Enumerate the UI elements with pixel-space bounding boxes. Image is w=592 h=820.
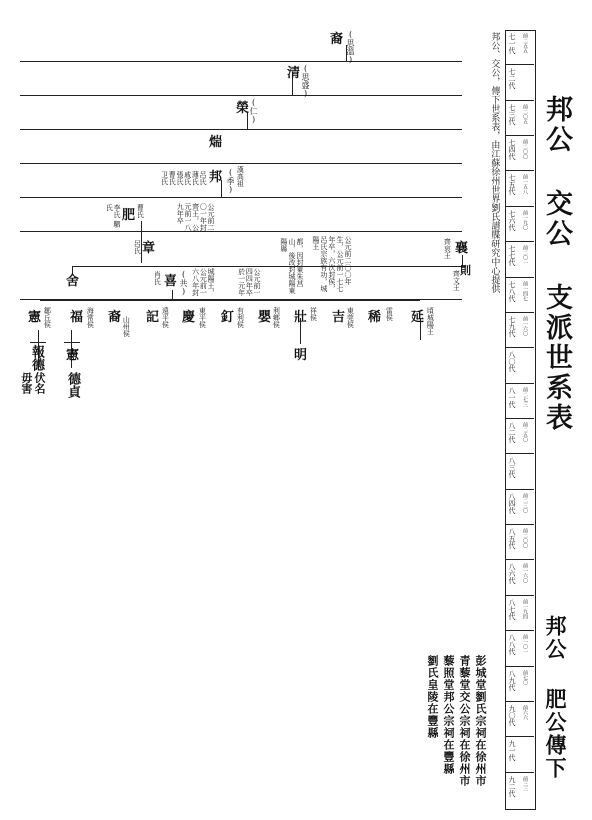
generation-label: 七二代 (508, 68, 516, 90)
child-yan-note: 頃城陽王 (426, 307, 435, 335)
child-jie: 吉 (332, 310, 346, 325)
child-yi: 裔 (108, 310, 122, 325)
generation-label: 八九代 (508, 669, 516, 691)
generation-year: 前一六〇 (522, 563, 528, 584)
rule-gen73 (20, 129, 462, 130)
shrine-line-2: 青藜堂交公宗祠在徐州市 (458, 655, 471, 787)
stem-bao-h (30, 342, 46, 343)
rule-gen76 (20, 231, 462, 232)
node-gen76-wife: 李氏 駟氏 (105, 204, 121, 228)
generation-cell (505, 171, 534, 206)
generation-year: 前一五八 (522, 174, 528, 195)
child-xi2-note: 雷侯 (385, 307, 394, 321)
generation-label: 七一代 (508, 33, 516, 54)
generation-year: 前二〇一 (522, 245, 528, 266)
generation-year: 前一九〇 (522, 209, 528, 230)
node-ze-note: 齊文王 (452, 270, 461, 291)
node-gen72-note: (思盛) (301, 64, 310, 98)
node-zhang-note: 公元前二〇〇年生，公元前一七七年卒，六次封侯，呂氏宗族有功，城陽王 (311, 236, 352, 292)
stem-xian-h (64, 342, 80, 343)
generation-cell (505, 30, 534, 65)
generation-label: 八八代 (508, 634, 516, 656)
generation-label: 八三代 (508, 457, 516, 479)
child-yi-note: 山州侯 (122, 316, 131, 337)
generation-cell (505, 101, 534, 136)
generation-year: 前二七三 (522, 386, 528, 407)
rule-gen72 (20, 95, 462, 96)
generation-label: 七七代 (508, 245, 516, 267)
generation-cell (505, 419, 534, 454)
generation-year: 前六六 (522, 704, 528, 720)
generation-year: 前二五〇 (522, 422, 528, 442)
shrine-line-4: 劉氏皇陵在豐縣 (426, 655, 439, 739)
generation-label: 七八代 (508, 280, 516, 302)
page-subtitle: 邦公 肥公傳下 (543, 615, 568, 780)
generation-cell (505, 242, 534, 277)
node-gen71-note: (思溫) (346, 30, 355, 64)
child-zhuang: 壯 (294, 310, 308, 325)
shrine-line-3: 藜照堂邦公宗祠在豐縣 (442, 655, 455, 775)
child-xian-note: 鄒丘侯 (43, 307, 52, 328)
node-gen76-mother: 曹氏 (136, 204, 145, 218)
generation-label: 八二代 (508, 422, 516, 443)
generation-year: 前二〇〇 (522, 528, 528, 549)
grandchild-ming: 明 (294, 348, 308, 363)
node-gen72-name: 清 (287, 66, 301, 81)
child-xi2: 稀 (368, 310, 382, 325)
generation-label: 七五代 (508, 174, 516, 196)
generation-year: 前二五五 (522, 33, 528, 53)
generation-cell (505, 596, 534, 631)
generation-cell (505, 384, 534, 419)
generation-label: 八七代 (508, 598, 516, 620)
generation-year: 前二三〇 (522, 492, 528, 513)
generation-cell (505, 348, 534, 383)
node-xi-wife: 肖氏 (153, 271, 162, 285)
generation-cell (505, 313, 534, 348)
generation-cell (505, 454, 534, 489)
generation-year: 前七〇 (522, 669, 528, 685)
child-ying-note: 利鄉侯 (272, 307, 281, 328)
rule-gen74 (20, 163, 462, 164)
generation-label: 七四代 (508, 139, 516, 161)
child-fu: 福 (70, 310, 84, 325)
child-ding: 釘 (221, 310, 235, 325)
generation-scale-cells (505, 30, 536, 808)
node-gen71-name: 裔 (330, 32, 344, 47)
node-she-name: 舍 (66, 274, 80, 289)
node-xiang-note: 齊哀王 (443, 238, 452, 259)
generation-cell (505, 560, 534, 595)
grandchild-xian: 憲 (66, 348, 80, 363)
generation-cell (505, 667, 534, 702)
generation-label: 八一代 (508, 386, 516, 408)
node-ze-name: 則 (460, 264, 471, 277)
rule-gen75 (20, 197, 462, 198)
branch-78-bar (40, 300, 420, 301)
child-ding-note: 有利侯 (236, 307, 245, 328)
generation-cell (505, 702, 534, 737)
node-xiang-name: 襄 (455, 241, 469, 256)
generation-year: 前一四七 (522, 280, 528, 301)
generation-cell (505, 65, 534, 100)
generation-cell (505, 631, 534, 666)
generation-year: 前二〇五 (522, 103, 528, 124)
rule-gen71 (20, 61, 462, 62)
node-xi-detail: 城陽王，公元前一六八年封 (191, 268, 215, 296)
generation-label: 八〇代 (508, 351, 516, 373)
node-gen75-wives: 呂氏 薄氏 戚氏 張氏 曹氏 卫氏 (160, 171, 207, 185)
credit-text: 邦公、交公，傳下世系表，由江蘇徐州世界劉氏譜牒研究中心提供 (489, 32, 500, 293)
generation-label: 七九代 (508, 315, 516, 337)
node-gen75-name: 邦 (209, 170, 223, 185)
shrine-line-1: 彭城堂劉氏宗祠在徐州市 (474, 655, 487, 787)
child-xian: 憲 (28, 310, 42, 325)
node-xi-note: (共) (179, 270, 188, 296)
generation-cell (505, 278, 534, 313)
grandchild-baode: 報德 (29, 345, 44, 371)
generation-label: 八六代 (508, 563, 516, 585)
generation-cell (505, 525, 534, 560)
generation-cell (505, 773, 534, 808)
node-gen75-note: (季) (226, 168, 235, 194)
generation-cell (505, 207, 534, 242)
generation-year: 前一六〇 (522, 315, 528, 336)
generation-label: 八五代 (508, 528, 516, 550)
generation-year: 前三三 (522, 775, 528, 791)
generation-label: 九二代 (508, 775, 516, 797)
generation-label: 九一代 (508, 740, 516, 762)
node-gen73-note: (仁) (249, 98, 258, 124)
node-xi-note2: 公元前一四四年卒於一元年 (237, 268, 261, 296)
child-ying: 嬰 (258, 310, 272, 325)
node-zhang-name: 章 (142, 241, 156, 256)
generation-label: 七六代 (508, 209, 516, 231)
node-zhang-mother: 呂氏 (133, 240, 142, 254)
node-gen74-name: 煓 (209, 135, 223, 150)
grandchild-baode-note: 伏名毋害 (19, 372, 46, 394)
child-ji: 記 (146, 310, 160, 325)
child-zhuang-note: 祥侯 (309, 307, 318, 321)
node-zhang-note2: 都，因封東朱莒山，後改封城陽東陽縣 (279, 238, 304, 294)
child-yan: 延 (411, 310, 425, 325)
generation-label: 八四代 (508, 492, 516, 514)
page-title: 邦公 交公 支派世系表 (541, 95, 572, 433)
generation-cell (505, 490, 534, 525)
child-jie-note: 東莞侯 (346, 307, 355, 328)
branch-78-stem (172, 290, 173, 300)
node-gen75-title: 漢高祖 (236, 166, 245, 187)
generation-cell (505, 737, 534, 772)
generation-year: 前一九四 (522, 598, 528, 619)
child-qing-note: 東平侯 (198, 307, 207, 328)
child-ji-note: 遠平侯 (161, 307, 170, 328)
node-xi-name: 喜 (164, 274, 178, 289)
node-gen76-name: 肥 (122, 208, 136, 223)
node-gen73-name: 榮 (236, 101, 250, 116)
grandchild-xian-son: 德貞 (65, 372, 80, 398)
node-gen76-note: 公元前二〇一年封齊王，公元前一八九年卒 (176, 203, 215, 231)
child-qing: 慶 (182, 310, 196, 325)
generation-year: 前二〇〇 (522, 139, 528, 160)
generation-cell (505, 136, 534, 171)
generation-year: 前一〇一 (522, 634, 528, 655)
child-fu-note: 海常侯 (86, 307, 95, 328)
generation-label: 九〇代 (508, 704, 516, 726)
generation-label: 七三代 (508, 103, 516, 125)
